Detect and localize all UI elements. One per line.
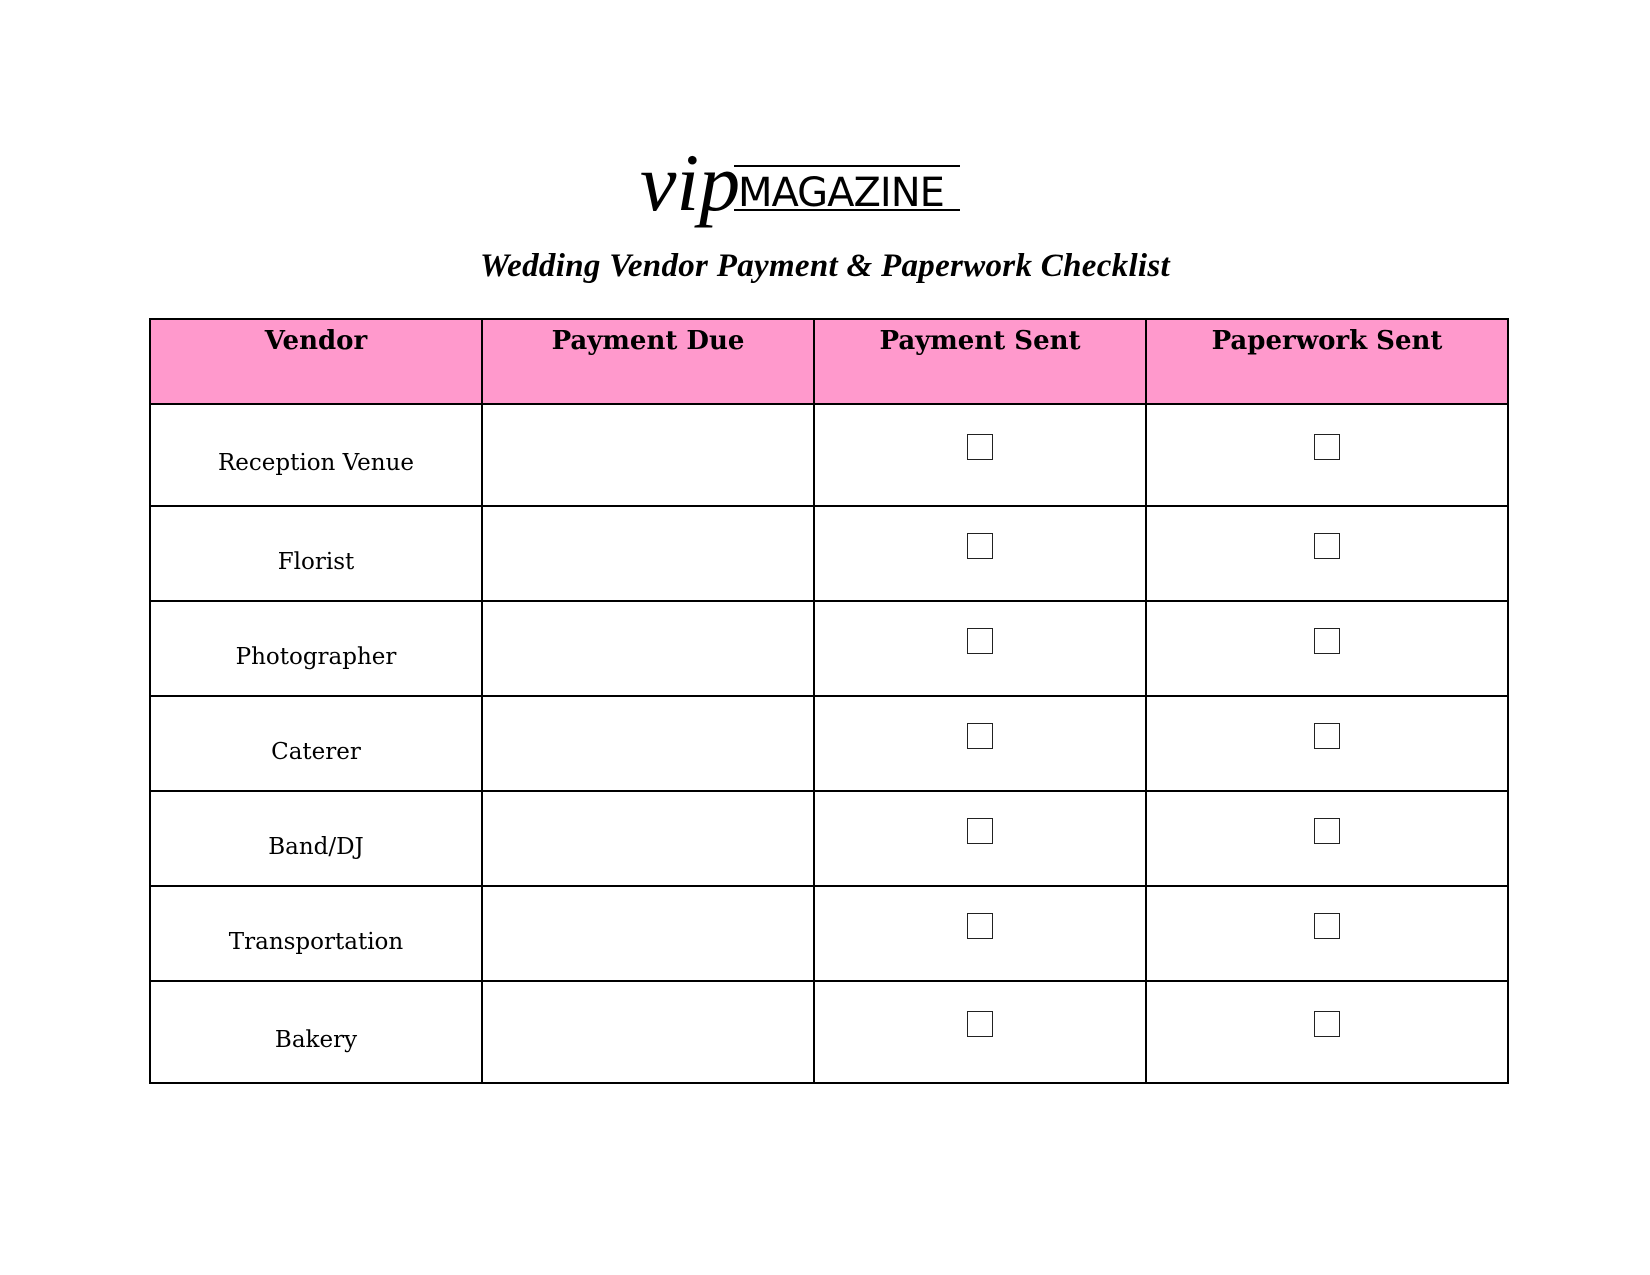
header-payment-sent: Payment Sent bbox=[814, 319, 1146, 404]
vendor-name: Bakery bbox=[274, 1027, 358, 1053]
payment-sent-cell bbox=[814, 886, 1146, 981]
vendor-cell bbox=[150, 981, 482, 1083]
vendor-name: Transportation bbox=[228, 928, 404, 955]
paperwork-sent-cell bbox=[1146, 601, 1508, 696]
paperwork-sent-checkbox[interactable] bbox=[1314, 628, 1340, 654]
payment-sent-checkbox[interactable] bbox=[967, 1011, 993, 1037]
vendor-cell bbox=[150, 791, 482, 886]
paperwork-sent-checkbox[interactable] bbox=[1314, 434, 1340, 460]
logo-graphic bbox=[640, 148, 1020, 248]
paperwork-sent-checkbox[interactable] bbox=[1314, 1011, 1340, 1037]
vendor-cell bbox=[150, 506, 482, 601]
vendor-cell bbox=[150, 601, 482, 696]
vendor-checklist-table bbox=[149, 318, 1509, 1084]
header-vendor: Vendor bbox=[150, 319, 482, 404]
vendor-cell bbox=[150, 404, 482, 506]
paperwork-sent-cell bbox=[1146, 981, 1508, 1083]
payment-sent-checkbox[interactable] bbox=[967, 723, 993, 749]
payment-due-cell[interactable] bbox=[482, 981, 814, 1083]
vendor-name: Caterer bbox=[271, 738, 361, 765]
paperwork-sent-cell bbox=[1146, 886, 1508, 981]
table-row bbox=[150, 791, 1508, 886]
payment-sent-cell bbox=[814, 601, 1146, 696]
payment-due-cell[interactable] bbox=[482, 791, 814, 886]
payment-due-cell[interactable] bbox=[482, 601, 814, 696]
paperwork-sent-cell bbox=[1146, 791, 1508, 886]
table-row bbox=[150, 886, 1508, 981]
paperwork-sent-checkbox[interactable] bbox=[1314, 818, 1340, 844]
payment-sent-checkbox[interactable] bbox=[967, 913, 993, 939]
payment-sent-checkbox[interactable] bbox=[967, 628, 993, 654]
paperwork-sent-cell bbox=[1146, 404, 1508, 506]
table-row bbox=[150, 404, 1508, 506]
vip-magazine-logo bbox=[640, 148, 1020, 248]
table-row bbox=[150, 506, 1508, 601]
payment-sent-checkbox[interactable] bbox=[967, 533, 993, 559]
paperwork-sent-checkbox[interactable] bbox=[1314, 533, 1340, 559]
paperwork-sent-checkbox[interactable] bbox=[1314, 723, 1340, 749]
payment-sent-cell bbox=[814, 791, 1146, 886]
vendor-name: Photographer bbox=[235, 643, 397, 670]
vendor-cell bbox=[150, 886, 482, 981]
payment-sent-cell bbox=[814, 506, 1146, 601]
vendor-name: Reception Venue bbox=[217, 450, 415, 476]
payment-due-cell[interactable] bbox=[482, 696, 814, 791]
payment-due-cell[interactable] bbox=[482, 886, 814, 981]
logo-word-text: MAGAZINE bbox=[738, 170, 944, 216]
payment-sent-cell bbox=[814, 404, 1146, 506]
payment-sent-checkbox[interactable] bbox=[967, 818, 993, 844]
vendor-name: Florist bbox=[277, 548, 355, 575]
payment-sent-cell bbox=[814, 696, 1146, 791]
table-row bbox=[150, 696, 1508, 791]
paperwork-sent-cell bbox=[1146, 696, 1508, 791]
payment-due-cell[interactable] bbox=[482, 506, 814, 601]
payment-sent-cell bbox=[814, 981, 1146, 1083]
header-payment-due: Payment Due bbox=[482, 319, 814, 404]
vendor-name: Band/DJ bbox=[268, 833, 364, 860]
table-row bbox=[150, 981, 1508, 1083]
vendor-cell bbox=[150, 696, 482, 791]
table-row bbox=[150, 601, 1508, 696]
table-header-row bbox=[150, 319, 1508, 404]
logo-script-text: vip bbox=[640, 148, 741, 228]
page-title: Wedding Vendor Payment & Paperwork Checklist bbox=[479, 248, 1171, 284]
paperwork-sent-cell bbox=[1146, 506, 1508, 601]
payment-due-cell[interactable] bbox=[482, 404, 814, 506]
paperwork-sent-checkbox[interactable] bbox=[1314, 913, 1340, 939]
header-paperwork-sent: Paperwork Sent bbox=[1146, 319, 1508, 404]
payment-sent-checkbox[interactable] bbox=[967, 434, 993, 460]
